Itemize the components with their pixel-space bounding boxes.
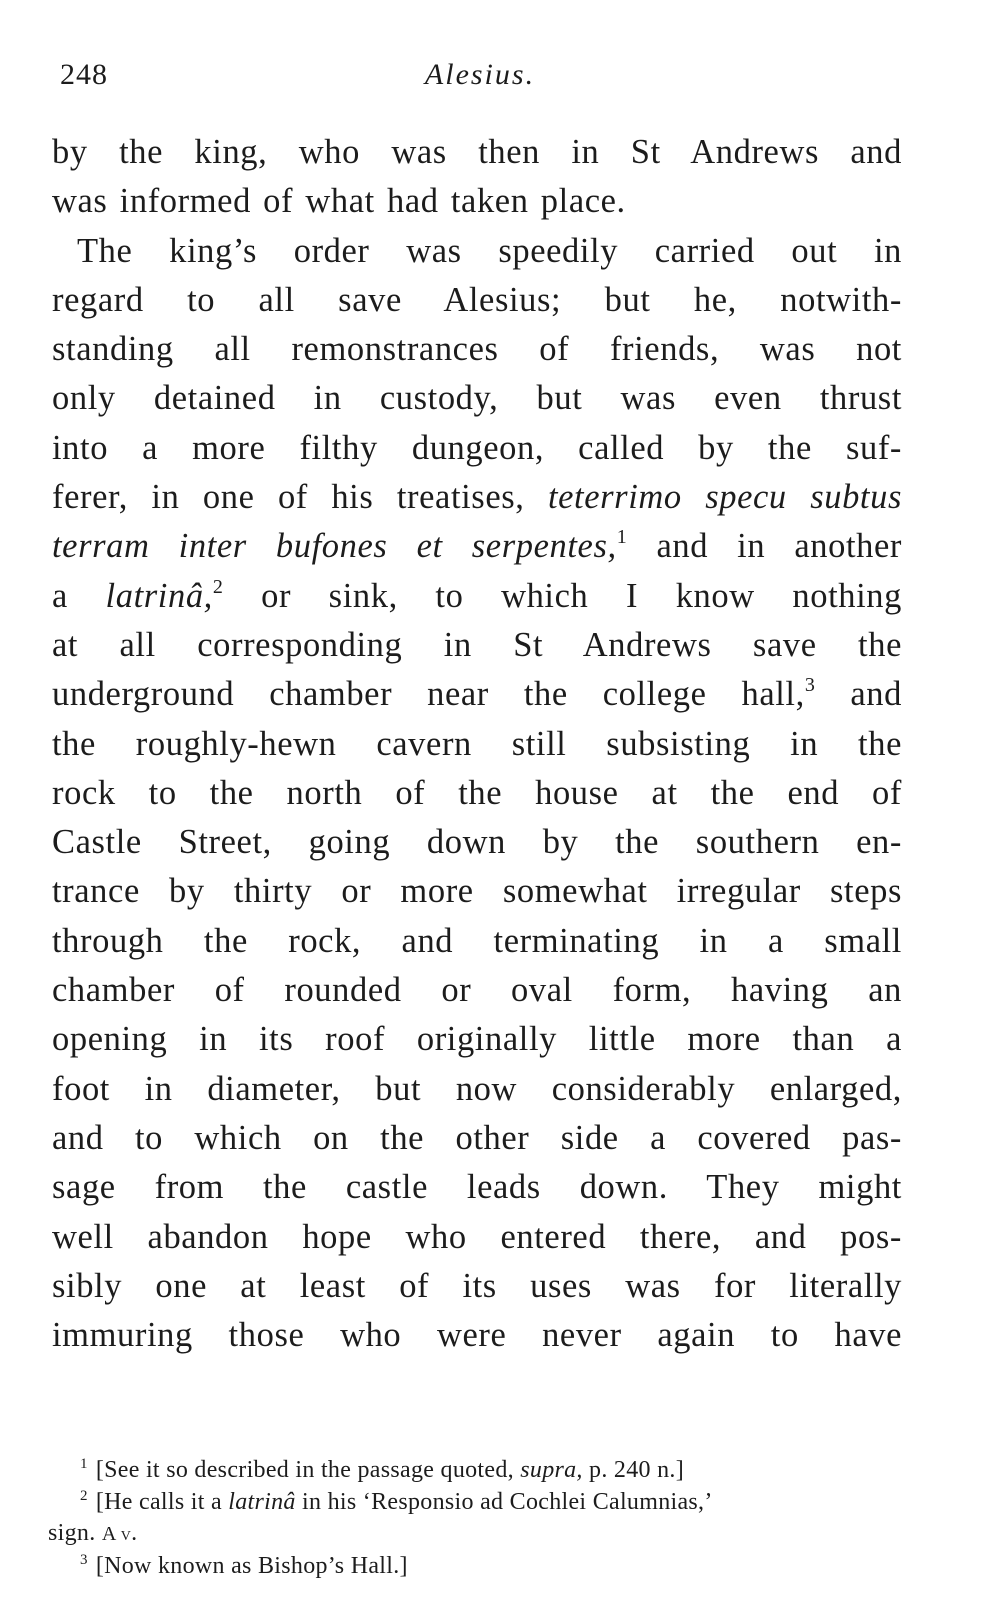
footnote-text: [Now known as Bishop’s Hall.]: [95, 1552, 408, 1579]
text-run: and in another: [627, 527, 902, 566]
footnote-2: [48, 1487, 908, 1519]
text-line: [52, 473, 902, 522]
text-line: at all corresponding in St Andrews save the: [52, 625, 902, 664]
footnote-text: .: [131, 1520, 138, 1546]
page-number: 248: [60, 58, 108, 91]
footnote-3: [48, 1551, 908, 1583]
text-line: chamber of rounded or oval form, having an: [52, 971, 902, 1010]
footnote-reference-3: 3: [804, 674, 816, 697]
text-line: was informed of what had taken place.: [52, 182, 626, 221]
text-line: sage from the castle leads down. They might: [52, 1168, 902, 1207]
text-line: [52, 670, 902, 719]
footnote-italic: supra,: [520, 1457, 583, 1483]
text-line: the roughly-hewn cavern still subsisting in the: [52, 724, 902, 763]
text-line: sibly one at least of its uses was for literally: [52, 1266, 902, 1305]
footnote-text: [See it so described in the passage quoted,: [95, 1457, 521, 1483]
text-line: [52, 522, 902, 571]
text-line: opening in its roof originally little more than a: [52, 1020, 902, 1059]
footnote-italic: latrinâ: [228, 1488, 296, 1515]
footnote-reference-1: 1: [616, 526, 628, 549]
text-run: and: [815, 675, 902, 714]
footnote-mark: 2: [80, 1487, 88, 1504]
footnote-text: [He calls it a: [95, 1488, 229, 1515]
footnote-reference-2: 2: [212, 575, 224, 598]
footnotes: [48, 1455, 908, 1582]
text-line: regard to all save Alesius; but he, notwith-: [52, 280, 902, 319]
text-line: only detained in custody, but was even thrust: [52, 379, 902, 418]
text-line: The king’s order was speedily carried out in: [77, 231, 902, 270]
text-run: or sink, to which I know nothing: [223, 576, 902, 615]
latin-word: latrinâ,: [105, 576, 213, 615]
text-line: standing all remonstrances of friends, was not: [52, 330, 902, 369]
text-line: well abandon hope who entered there, and pos-: [52, 1217, 902, 1256]
text-line: rock to the north of the house at the end of: [52, 773, 902, 812]
text-line: by the king, who was then in St Andrews and: [52, 133, 902, 171]
text-line: immuring those who were never again to have: [52, 1316, 902, 1355]
text-line: Castle Street, going down by the southern en-: [52, 823, 902, 862]
text-run: a: [52, 576, 106, 615]
footnote-mark: 1: [80, 1456, 88, 1472]
signature-mark: A v: [101, 1523, 132, 1545]
latin-quotation: teterrimo specu subtus: [547, 478, 902, 517]
running-title: Alesius.: [424, 58, 536, 91]
body-text: [52, 128, 902, 1360]
text-line: into a more filthy dungeon, called by the suf-: [52, 428, 902, 467]
text-line: trance by thirty or more somewhat irregular steps: [52, 872, 902, 911]
text-line: and to which on the other side a covered pas-: [52, 1118, 902, 1157]
text-run: underground chamber near the college hall,: [52, 675, 805, 714]
latin-quotation: terram inter bufones et serpentes,: [52, 527, 617, 566]
footnote-mark: 3: [80, 1551, 88, 1568]
text-run: ferer, in one of his treatises,: [52, 478, 548, 517]
footnote-text: in his ‘Responsio ad Cochlei Calumnias,’: [295, 1488, 713, 1515]
text-line: through the rock, and terminating in a small: [52, 921, 902, 960]
footnote-text: p. 240 n.]: [582, 1457, 685, 1483]
footnote-2-continuation: [48, 1518, 908, 1551]
text-line: [52, 572, 902, 621]
footnote-1: [48, 1455, 908, 1487]
running-head: [60, 58, 900, 98]
footnote-text: sign.: [48, 1520, 102, 1546]
text-line: foot in diameter, but now considerably enlarged,: [52, 1069, 902, 1108]
